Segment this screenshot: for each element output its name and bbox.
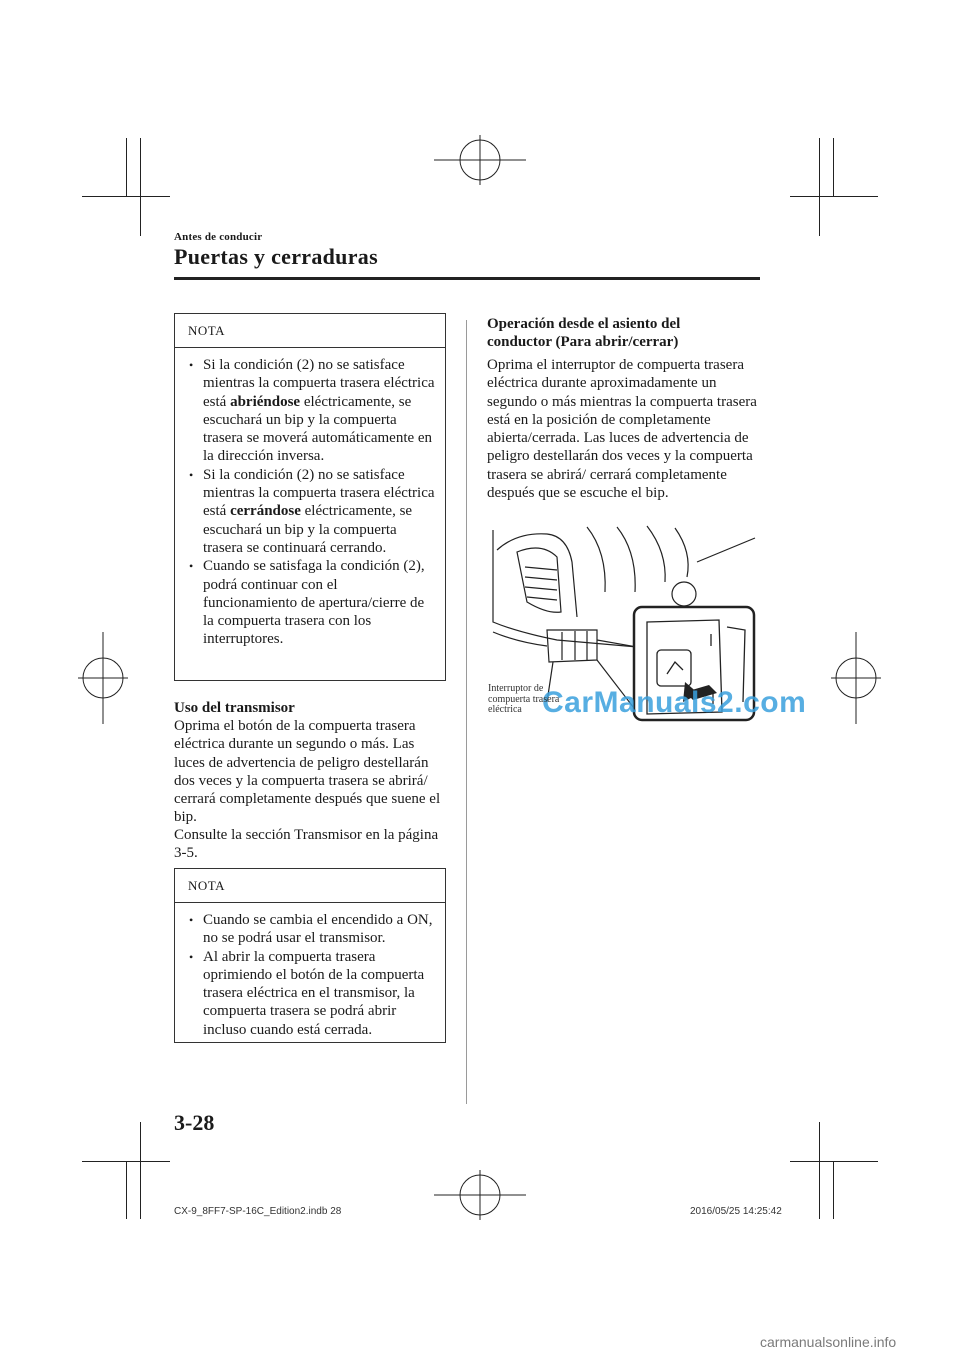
transmitter-body: Oprima el botón de la compuerta trasera eléctrica durante un segundo o más. Las luces de advertencia de peligro destellarán dos veces y la compuerta trasera se abrirá/ cerrará completamente después que suene el bip. bbox=[174, 718, 441, 826]
header-rule bbox=[174, 277, 760, 280]
note-item: • Cuando se satisfaga la condición (2), podrá continuar con el funcionamiento de apertura/cierre de la compuerta trasera con los interruptores. bbox=[203, 557, 435, 648]
note-label: NOTA bbox=[175, 869, 445, 903]
watermark: CarManuals2.com bbox=[542, 686, 807, 719]
print-file-label: CX-9_8FF7-SP-16C_Edition2.indb 28 bbox=[174, 1206, 342, 1217]
note-label: NOTA bbox=[175, 314, 445, 348]
note-item: • Al abrir la compuerta trasera oprimiendo el botón de la compuerta trasera eléctrica en el transmisor, la compuerta trasera se podrá abrir incluso cuando está cerrada. bbox=[203, 948, 435, 1039]
registration-mark-top bbox=[434, 135, 526, 185]
note-box-1 bbox=[174, 313, 446, 681]
driver-seat-body: Oprima el interruptor de compuerta trasera eléctrica durante aproximadamente un segundo o más mientras la compuerta trasera está en la posición de completamente abierta/cerrada. Las luces de advertencia de peligro destellarán dos veces y la compuerta trasera se abrirá/ cerrará completamente después que se escuche el bip. bbox=[487, 357, 757, 502]
note-item: • Si la condición (2) no se satisface mientras la compuerta trasera eléctrica está cerrándose eléctricamente, se escuchará un bip y la compuerta trasera se continuará cerrando. bbox=[203, 466, 435, 557]
site-watermark: carmanualsonline.info bbox=[760, 1334, 897, 1350]
registration-mark-right bbox=[831, 632, 881, 724]
note-box-2 bbox=[174, 868, 446, 1043]
registration-mark-left bbox=[78, 632, 128, 724]
column-divider bbox=[466, 320, 467, 1104]
section-label: Antes de conducir bbox=[174, 231, 263, 243]
page-title: Puertas y cerraduras bbox=[174, 244, 378, 269]
page-number: 3-28 bbox=[174, 1110, 215, 1135]
registration-mark-bottom bbox=[434, 1170, 526, 1220]
print-date-label: 2016/05/25 14:25:42 bbox=[690, 1206, 782, 1217]
transmitter-reference: Consulte la sección Transmisor en la página 3-5. bbox=[174, 827, 439, 862]
note-item: • Cuando se cambia el encendido a ON, no se podrá usar el transmisor. bbox=[203, 911, 435, 948]
figure-label: Interruptor de compuerta trasera eléctrica bbox=[488, 683, 560, 715]
driver-seat-heading: Operación desde el asiento del conductor (Para abrir/cerrar) bbox=[487, 316, 681, 351]
transmitter-heading: Uso del transmisor bbox=[174, 700, 295, 716]
note-item: • Si la condición (2) no se satisface mientras la compuerta trasera eléctrica está abriéndose eléctricamente, se escuchará un bip y la compuerta trasera se moverá automáticamente en la dirección inversa. bbox=[203, 356, 435, 466]
